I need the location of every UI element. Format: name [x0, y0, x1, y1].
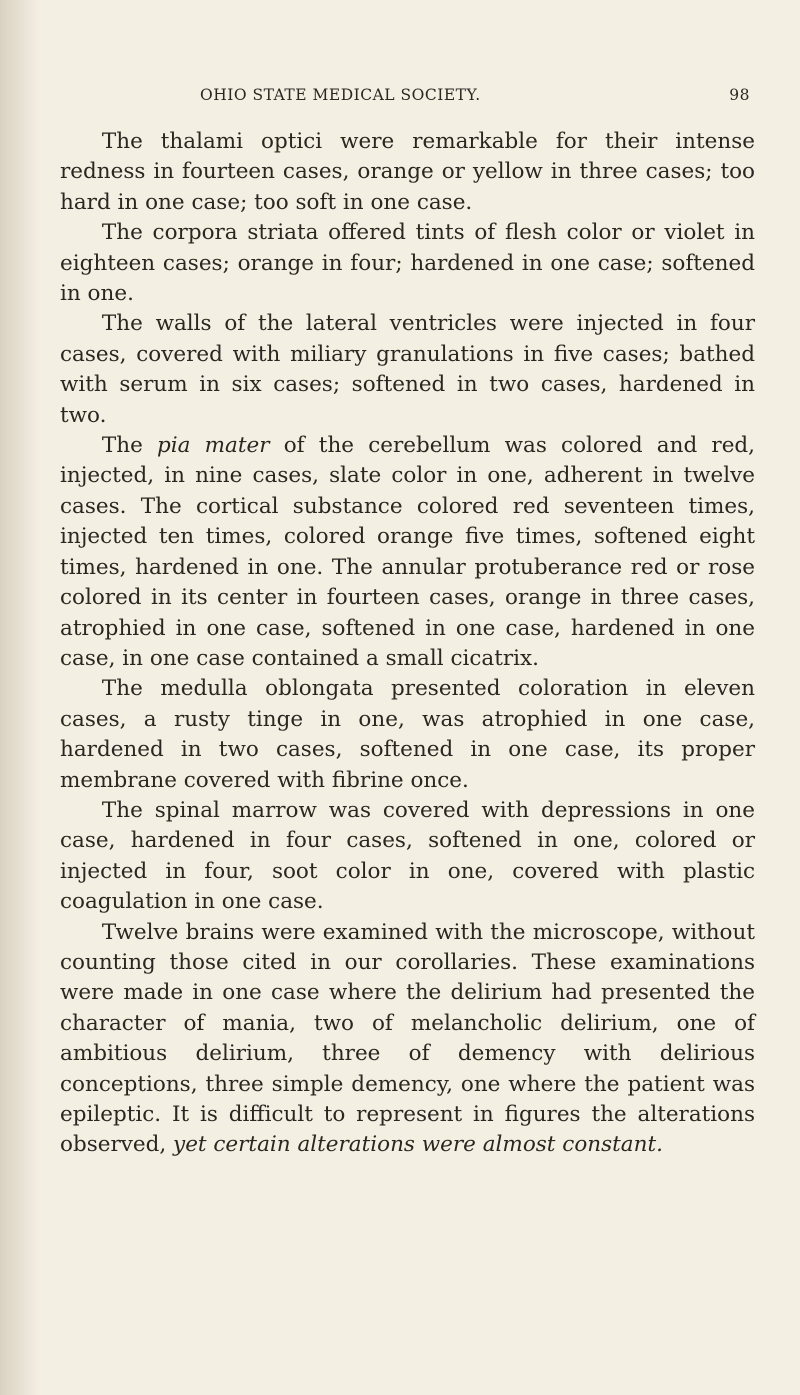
paragraph-text: The spinal marrow was covered with depressions in one case, hardened in four cases, softened in one, colored or injected in four, soot color in one, covered with plastic coagulation in one case. — [60, 797, 755, 915]
body-text — [60, 127, 755, 1161]
page-header — [140, 86, 780, 116]
paragraph-italic-term: pia mater — [157, 433, 270, 459]
paragraph-medulla-oblongata — [60, 674, 755, 796]
paragraph-microscope — [60, 918, 755, 1161]
paragraph-text: Twelve brains were examined with the microscope, without counting those cited in our corollaries. These examinations were made in one case where the delirium had presented the character of mania, two of melancholic delirium, one of ambitious delirium, three of demency with delirious conceptions, three simple demency, one where the patient was epileptic. It is difficult to represent in figures the alterations observed, — [60, 919, 755, 1158]
paragraph-text: The thalami optici were remarkable for their intense redness in fourteen cases, orange or yellow in three cases; too hard in one case; too soft in one case. — [60, 129, 755, 215]
page-number: 98 — [729, 86, 750, 104]
paragraph-cerebellum — [60, 431, 755, 674]
page-spine-shadow — [0, 0, 40, 1395]
running-head: OHIO STATE MEDICAL SOCIETY. — [200, 86, 481, 104]
paragraph-lead: The — [101, 433, 158, 459]
paragraph-spinal-marrow — [60, 796, 755, 918]
paragraph-text: The walls of the lateral ventricles were injected in four cases, covered with miliary granulations in five cases; bathed with serum in six cases; softened in two cases, hardened in two. — [60, 311, 755, 428]
paragraph-corpora-striata — [60, 218, 755, 309]
paragraph-thalami — [60, 127, 755, 218]
paragraph-italic-tail: yet certain alterations were almost constant. — [173, 1132, 663, 1158]
paragraph-lateral-ventricles — [60, 309, 755, 431]
paragraph-text: The corpora striata offered tints of flesh color or violet in eighteen cases; orange in four; hardened in one case; softened in one. — [60, 220, 755, 307]
paragraph-text: The medulla oblongata presented coloration in eleven cases, a rusty tinge in one, was atrophied in one case, hardened in two cases, softened in one case, its proper membrane covered with fibrine once. — [60, 676, 755, 793]
paragraph-text: of the cerebellum was colored and red, injected, in nine cases, slate color in one, adherent in twelve cases. The cortical substance colored red seventeen times, injected ten times, colored orange five times, softened eight times, hardened in one. The annular protuberance red or rose colored in its center in fourteen cases, orange in three cases, atrophied in one case, softened in one case, hardened in one case, in one case contained a small cicatrix. — [60, 433, 756, 671]
